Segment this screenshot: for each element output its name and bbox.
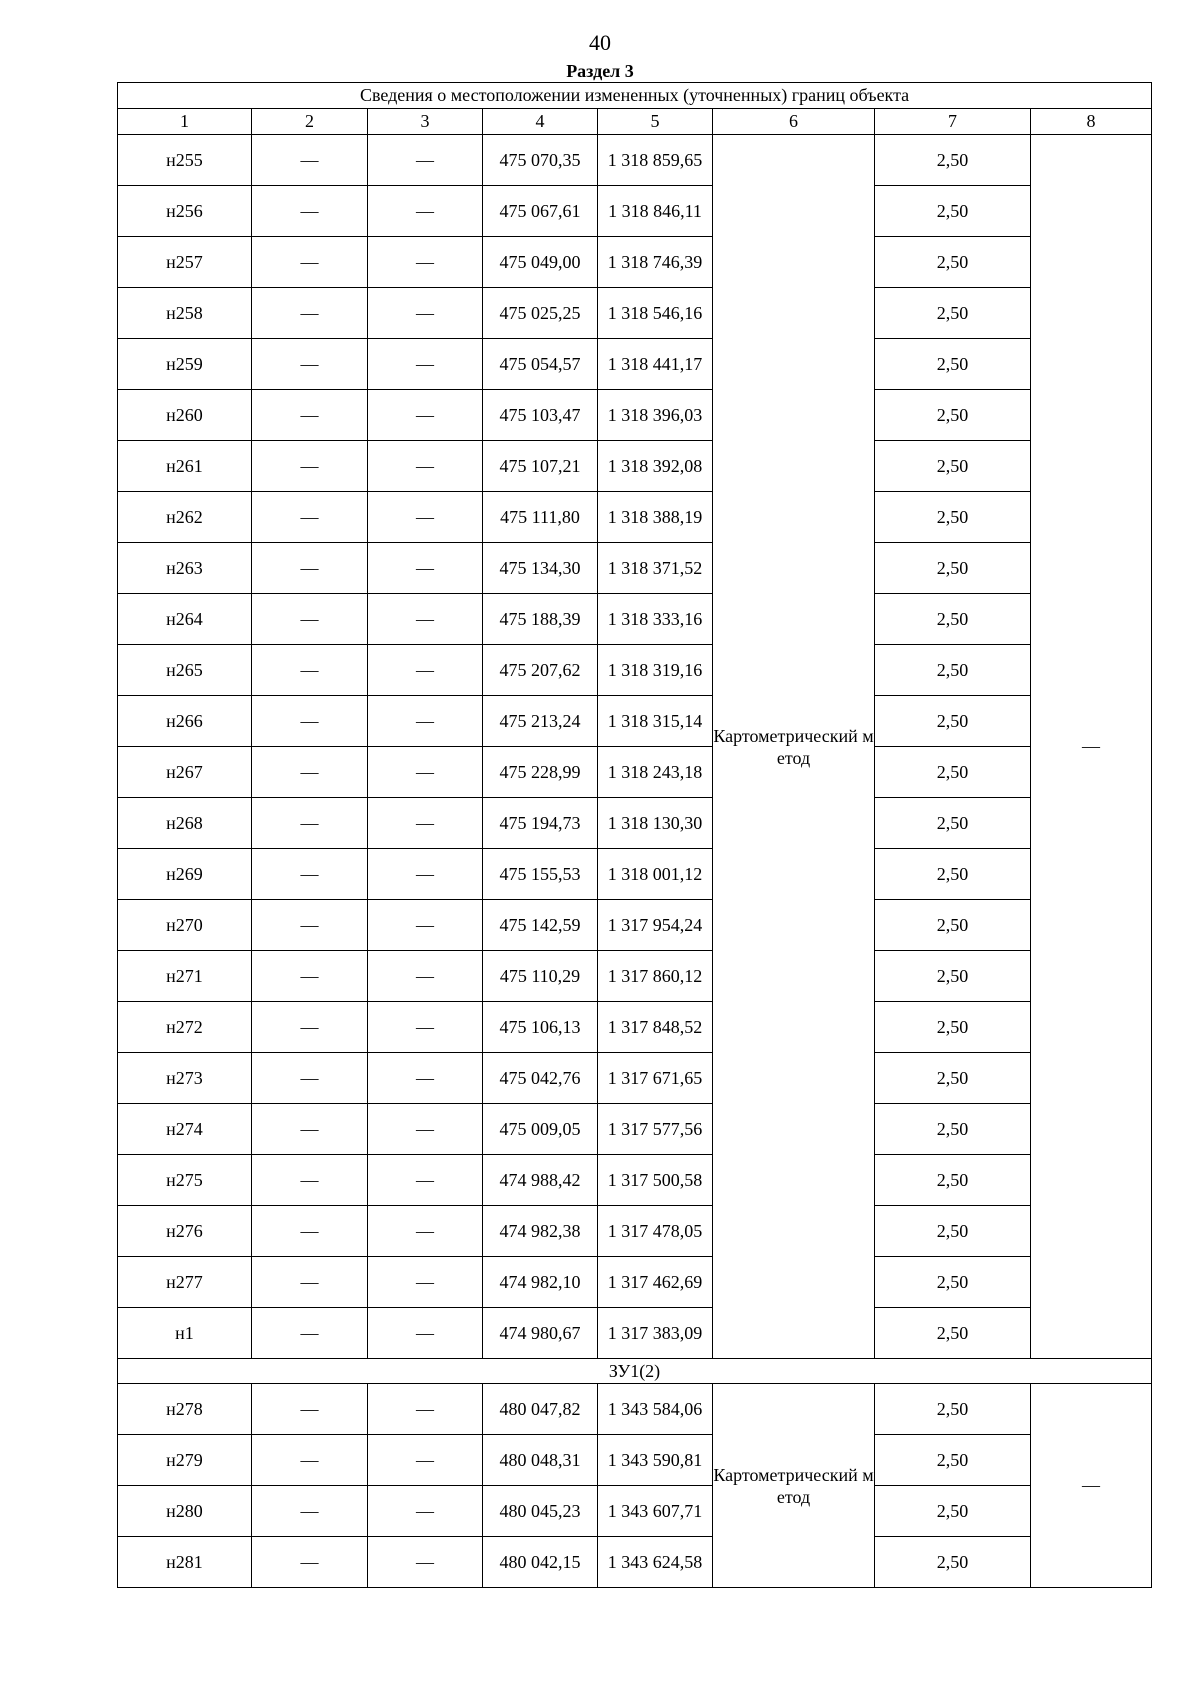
- col2-cell: —: [252, 1002, 368, 1053]
- col2-cell: —: [252, 339, 368, 390]
- point-cell: н260: [118, 390, 252, 441]
- col2-cell: —: [252, 1053, 368, 1104]
- col8-cell: —: [1031, 135, 1152, 1359]
- table-row: [118, 1104, 1152, 1155]
- x-coordinate-cell: 475 025,25: [483, 288, 598, 339]
- table-row: [118, 339, 1152, 390]
- point-cell: н259: [118, 339, 252, 390]
- accuracy-cell: 2,50: [875, 186, 1031, 237]
- table-row: [118, 441, 1152, 492]
- x-coordinate-cell: 475 054,57: [483, 339, 598, 390]
- col2-cell: —: [252, 1486, 368, 1537]
- x-coordinate-cell: 475 009,05: [483, 1104, 598, 1155]
- table-row: [118, 1206, 1152, 1257]
- point-cell: н272: [118, 1002, 252, 1053]
- col3-cell: —: [368, 1155, 483, 1206]
- col2-cell: —: [252, 1308, 368, 1359]
- x-coordinate-cell: 475 103,47: [483, 390, 598, 441]
- accuracy-cell: 2,50: [875, 900, 1031, 951]
- col3-cell: —: [368, 339, 483, 390]
- accuracy-cell: 2,50: [875, 1435, 1031, 1486]
- col3-cell: —: [368, 1308, 483, 1359]
- col2-cell: —: [252, 798, 368, 849]
- x-coordinate-cell: 475 142,59: [483, 900, 598, 951]
- column-number: 1: [118, 109, 252, 135]
- group-label-row: [118, 1359, 1152, 1384]
- point-cell: н258: [118, 288, 252, 339]
- table-row: [118, 798, 1152, 849]
- column-number: 2: [252, 109, 368, 135]
- y-coordinate-cell: 1 343 590,81: [598, 1435, 713, 1486]
- y-coordinate-cell: 1 317 954,24: [598, 900, 713, 951]
- x-coordinate-cell: 474 980,67: [483, 1308, 598, 1359]
- column-number: 8: [1031, 109, 1152, 135]
- col2-cell: —: [252, 288, 368, 339]
- y-coordinate-cell: 1 318 001,12: [598, 849, 713, 900]
- section-title: Раздел 3: [566, 61, 634, 81]
- page-number: 40: [589, 30, 611, 55]
- y-coordinate-cell: 1 318 243,18: [598, 747, 713, 798]
- x-coordinate-cell: 475 070,35: [483, 135, 598, 186]
- x-coordinate-cell: 475 155,53: [483, 849, 598, 900]
- col3-cell: —: [368, 594, 483, 645]
- x-coordinate-cell: 475 134,30: [483, 543, 598, 594]
- col3-cell: —: [368, 1206, 483, 1257]
- table-row: [118, 288, 1152, 339]
- accuracy-cell: 2,50: [875, 594, 1031, 645]
- y-coordinate-cell: 1 318 859,65: [598, 135, 713, 186]
- y-coordinate-cell: 1 318 315,14: [598, 696, 713, 747]
- y-coordinate-cell: 1 318 441,17: [598, 339, 713, 390]
- point-cell: н264: [118, 594, 252, 645]
- col3-cell: —: [368, 237, 483, 288]
- point-cell: н281: [118, 1537, 252, 1588]
- col3-cell: —: [368, 951, 483, 1002]
- col8-cell: —: [1031, 1384, 1152, 1588]
- x-coordinate-cell: 475 111,80: [483, 492, 598, 543]
- col3-cell: —: [368, 798, 483, 849]
- col2-cell: —: [252, 1155, 368, 1206]
- accuracy-cell: 2,50: [875, 696, 1031, 747]
- table-row: [118, 849, 1152, 900]
- y-coordinate-cell: 1 318 392,08: [598, 441, 713, 492]
- col3-cell: —: [368, 900, 483, 951]
- x-coordinate-cell: 475 110,29: [483, 951, 598, 1002]
- col2-cell: —: [252, 747, 368, 798]
- x-coordinate-cell: 474 982,38: [483, 1206, 598, 1257]
- x-coordinate-cell: 480 047,82: [483, 1384, 598, 1435]
- column-number: 4: [483, 109, 598, 135]
- col3-cell: —: [368, 1257, 483, 1308]
- col3-cell: —: [368, 390, 483, 441]
- x-coordinate-cell: 475 194,73: [483, 798, 598, 849]
- point-cell: н256: [118, 186, 252, 237]
- col3-cell: —: [368, 1104, 483, 1155]
- table-row: [118, 135, 1152, 186]
- table-row: [118, 186, 1152, 237]
- point-cell: н278: [118, 1384, 252, 1435]
- accuracy-cell: 2,50: [875, 492, 1031, 543]
- y-coordinate-cell: 1 343 607,71: [598, 1486, 713, 1537]
- table-row: [118, 696, 1152, 747]
- table-row: [118, 951, 1152, 1002]
- y-coordinate-cell: 1 317 462,69: [598, 1257, 713, 1308]
- x-coordinate-cell: 480 048,31: [483, 1435, 598, 1486]
- y-coordinate-cell: 1 318 396,03: [598, 390, 713, 441]
- table-row: [118, 1002, 1152, 1053]
- accuracy-cell: 2,50: [875, 1486, 1031, 1537]
- point-cell: н257: [118, 237, 252, 288]
- accuracy-cell: 2,50: [875, 1384, 1031, 1435]
- point-cell: н269: [118, 849, 252, 900]
- col3-cell: —: [368, 696, 483, 747]
- col3-cell: —: [368, 543, 483, 594]
- accuracy-cell: 2,50: [875, 1002, 1031, 1053]
- table-row: [118, 1486, 1152, 1537]
- col2-cell: —: [252, 1104, 368, 1155]
- y-coordinate-cell: 1 317 577,56: [598, 1104, 713, 1155]
- y-coordinate-cell: 1 343 624,58: [598, 1537, 713, 1588]
- col2-cell: —: [252, 492, 368, 543]
- column-number: 3: [368, 109, 483, 135]
- y-coordinate-cell: 1 317 671,65: [598, 1053, 713, 1104]
- accuracy-cell: 2,50: [875, 1155, 1031, 1206]
- table-body: [118, 135, 1152, 1588]
- point-cell: н266: [118, 696, 252, 747]
- point-cell: н275: [118, 1155, 252, 1206]
- accuracy-cell: 2,50: [875, 288, 1031, 339]
- table-row: [118, 492, 1152, 543]
- y-coordinate-cell: 1 318 319,16: [598, 645, 713, 696]
- accuracy-cell: 2,50: [875, 543, 1031, 594]
- y-coordinate-cell: 1 318 130,30: [598, 798, 713, 849]
- column-number: 6: [713, 109, 875, 135]
- col2-cell: —: [252, 186, 368, 237]
- point-cell: н274: [118, 1104, 252, 1155]
- group-label: ЗУ1(2): [118, 1359, 1152, 1384]
- col2-cell: —: [252, 390, 368, 441]
- column-number-row: [118, 109, 1152, 135]
- point-cell: н1: [118, 1308, 252, 1359]
- col3-cell: —: [368, 288, 483, 339]
- accuracy-cell: 2,50: [875, 390, 1031, 441]
- col3-cell: —: [368, 645, 483, 696]
- col2-cell: —: [252, 1257, 368, 1308]
- x-coordinate-cell: 475 042,76: [483, 1053, 598, 1104]
- table-row: [118, 645, 1152, 696]
- point-cell: н273: [118, 1053, 252, 1104]
- y-coordinate-cell: 1 318 846,11: [598, 186, 713, 237]
- accuracy-cell: 2,50: [875, 849, 1031, 900]
- col2-cell: —: [252, 1206, 368, 1257]
- accuracy-cell: 2,50: [875, 1537, 1031, 1588]
- accuracy-cell: 2,50: [875, 135, 1031, 186]
- col3-cell: —: [368, 1002, 483, 1053]
- col3-cell: —: [368, 1537, 483, 1588]
- table-row: [118, 1308, 1152, 1359]
- boundary-coordinates-table: [117, 82, 1152, 1588]
- y-coordinate-cell: 1 317 848,52: [598, 1002, 713, 1053]
- column-number: 7: [875, 109, 1031, 135]
- table-row: [118, 747, 1152, 798]
- table-row: [118, 1053, 1152, 1104]
- y-coordinate-cell: 1 318 333,16: [598, 594, 713, 645]
- table-row: [118, 237, 1152, 288]
- accuracy-cell: 2,50: [875, 747, 1031, 798]
- col3-cell: —: [368, 441, 483, 492]
- accuracy-cell: 2,50: [875, 798, 1031, 849]
- table-row: [118, 594, 1152, 645]
- col3-cell: —: [368, 135, 483, 186]
- col3-cell: —: [368, 492, 483, 543]
- table-caption: Сведения о местоположении измененных (уточненных) границ объекта: [118, 83, 1152, 109]
- col2-cell: —: [252, 900, 368, 951]
- y-coordinate-cell: 1 343 584,06: [598, 1384, 713, 1435]
- table-row: [118, 390, 1152, 441]
- col2-cell: —: [252, 951, 368, 1002]
- col2-cell: —: [252, 441, 368, 492]
- point-cell: н277: [118, 1257, 252, 1308]
- accuracy-cell: 2,50: [875, 1308, 1031, 1359]
- x-coordinate-cell: 475 106,13: [483, 1002, 598, 1053]
- point-cell: н268: [118, 798, 252, 849]
- x-coordinate-cell: 475 228,99: [483, 747, 598, 798]
- col3-cell: —: [368, 186, 483, 237]
- x-coordinate-cell: 480 045,23: [483, 1486, 598, 1537]
- point-cell: н262: [118, 492, 252, 543]
- point-cell: н276: [118, 1206, 252, 1257]
- col2-cell: —: [252, 135, 368, 186]
- col2-cell: —: [252, 1537, 368, 1588]
- col2-cell: —: [252, 1435, 368, 1486]
- point-cell: н263: [118, 543, 252, 594]
- x-coordinate-cell: 474 988,42: [483, 1155, 598, 1206]
- accuracy-cell: 2,50: [875, 339, 1031, 390]
- x-coordinate-cell: 475 213,24: [483, 696, 598, 747]
- accuracy-cell: 2,50: [875, 1053, 1031, 1104]
- point-cell: н261: [118, 441, 252, 492]
- table-row: [118, 1257, 1152, 1308]
- point-cell: н267: [118, 747, 252, 798]
- x-coordinate-cell: 475 207,62: [483, 645, 598, 696]
- method-cell: Картометрический метод: [713, 1384, 875, 1588]
- point-cell: н265: [118, 645, 252, 696]
- col2-cell: —: [252, 594, 368, 645]
- col3-cell: —: [368, 1053, 483, 1104]
- table-row: [118, 1537, 1152, 1588]
- y-coordinate-cell: 1 318 371,52: [598, 543, 713, 594]
- col3-cell: —: [368, 1486, 483, 1537]
- y-coordinate-cell: 1 317 860,12: [598, 951, 713, 1002]
- table-row: [118, 1155, 1152, 1206]
- y-coordinate-cell: 1 318 746,39: [598, 237, 713, 288]
- col2-cell: —: [252, 849, 368, 900]
- table-row: [118, 543, 1152, 594]
- x-coordinate-cell: 475 107,21: [483, 441, 598, 492]
- accuracy-cell: 2,50: [875, 645, 1031, 696]
- accuracy-cell: 2,50: [875, 237, 1031, 288]
- col3-cell: —: [368, 849, 483, 900]
- x-coordinate-cell: 474 982,10: [483, 1257, 598, 1308]
- col2-cell: —: [252, 645, 368, 696]
- col3-cell: —: [368, 1435, 483, 1486]
- accuracy-cell: 2,50: [875, 1206, 1031, 1257]
- table-row: [118, 1435, 1152, 1486]
- col2-cell: —: [252, 1384, 368, 1435]
- method-cell: Картометрический метод: [713, 135, 875, 1359]
- point-cell: н270: [118, 900, 252, 951]
- col2-cell: —: [252, 696, 368, 747]
- accuracy-cell: 2,50: [875, 1257, 1031, 1308]
- col3-cell: —: [368, 1384, 483, 1435]
- column-number: 5: [598, 109, 713, 135]
- y-coordinate-cell: 1 317 383,09: [598, 1308, 713, 1359]
- accuracy-cell: 2,50: [875, 1104, 1031, 1155]
- table-row: [118, 900, 1152, 951]
- x-coordinate-cell: 475 067,61: [483, 186, 598, 237]
- col2-cell: —: [252, 543, 368, 594]
- x-coordinate-cell: 475 049,00: [483, 237, 598, 288]
- point-cell: н271: [118, 951, 252, 1002]
- accuracy-cell: 2,50: [875, 441, 1031, 492]
- y-coordinate-cell: 1 318 546,16: [598, 288, 713, 339]
- y-coordinate-cell: 1 317 500,58: [598, 1155, 713, 1206]
- x-coordinate-cell: 480 042,15: [483, 1537, 598, 1588]
- point-cell: н255: [118, 135, 252, 186]
- y-coordinate-cell: 1 318 388,19: [598, 492, 713, 543]
- point-cell: н280: [118, 1486, 252, 1537]
- table-row: [118, 1384, 1152, 1435]
- y-coordinate-cell: 1 317 478,05: [598, 1206, 713, 1257]
- point-cell: н279: [118, 1435, 252, 1486]
- accuracy-cell: 2,50: [875, 951, 1031, 1002]
- col2-cell: —: [252, 237, 368, 288]
- x-coordinate-cell: 475 188,39: [483, 594, 598, 645]
- col3-cell: —: [368, 747, 483, 798]
